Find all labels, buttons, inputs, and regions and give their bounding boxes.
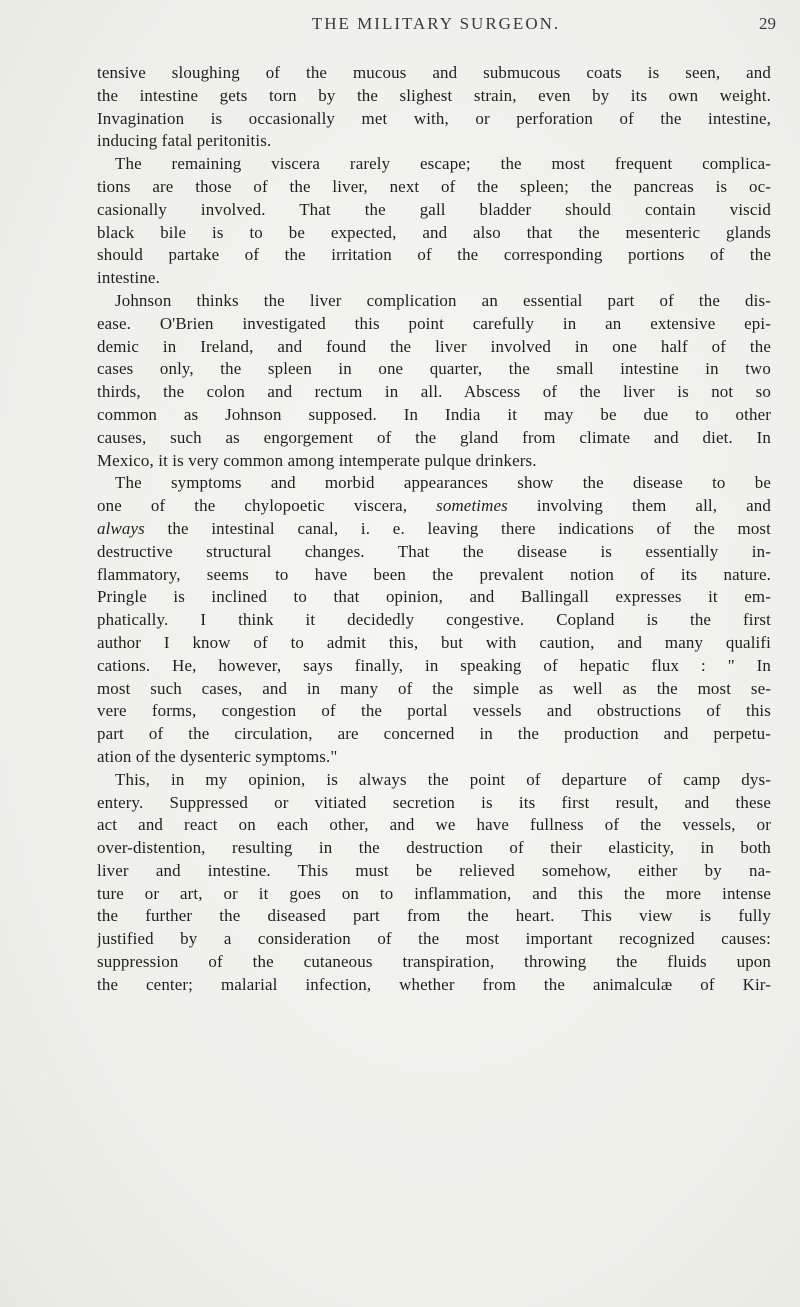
- text-line: [97, 518, 771, 541]
- text-line: suppression of the cutaneous transpiration, throwing the fluids upon: [97, 952, 771, 972]
- text-line: Pringle is inclined to that opinion, and Ballingall expresses it em-: [97, 587, 771, 607]
- text-line: common as Johnson supposed. In India it may be due to other: [97, 404, 771, 424]
- text-line: the intestine gets torn by the slighest strain, even by its own weight.: [97, 85, 771, 105]
- text-line: part of the circulation, are concerned in the production and perpetu-: [97, 724, 771, 744]
- text-line: most such cases, and in many of the simple as well as the most se-: [97, 678, 771, 698]
- text-line: tions are those of the liver, next of the spleen; the pancreas is oc-: [97, 176, 771, 196]
- text-line: causes, such as engorgement of the gland from climate and diet. In: [97, 427, 771, 447]
- text-fragment: involving them all, and: [507, 496, 771, 516]
- header-title: THE MILITARY SURGEON.: [311, 14, 561, 33]
- text-line: This, in my opinion, is always the point of departure of camp dys-: [115, 769, 771, 789]
- text-line: ease. O'Brien investigated this point carefully in an extensive epi-: [97, 313, 771, 333]
- text-line: liver and intestine. This must be relieved somehow, either by na-: [97, 860, 771, 880]
- text-line: destructive structural changes. That the disease is essentially in-: [97, 541, 771, 561]
- text-line: should partake of the irritation of the corresponding portions of the: [97, 245, 771, 265]
- text-line: the center; malarial infection, whether from the animalculæ of Kir-: [97, 974, 771, 994]
- text-line: justified by a consideration of the most important recognized causes:: [97, 929, 771, 949]
- paragraph: [97, 769, 771, 997]
- paragraph: [97, 290, 771, 472]
- text-line: thirds, the colon and rectum in all. Abscess of the liver is not so: [97, 382, 771, 402]
- text-fragment: the intestinal canal, i. e. leaving there indications of the most: [144, 518, 771, 538]
- text-line: Johnson thinks the liver complication an essential part of the dis-: [115, 290, 771, 310]
- text-line: black bile is to be expected, and also that the mesenteric glands: [97, 222, 771, 242]
- text-line: flammatory, seems to have been the prevalent notion of its nature.: [97, 564, 771, 584]
- text-line: over-distention, resulting in the destruction of their elasticity, in both: [97, 838, 771, 858]
- text-line: Mexico, it is very common among intemperate pulque drinkers.: [97, 450, 537, 470]
- emphasis-text: sometimes: [436, 496, 508, 516]
- text-line: The symptoms and morbid appearances show the disease to be: [115, 473, 771, 493]
- text-line: tensive sloughing of the mucous and submucous coats is seen, and: [97, 63, 771, 82]
- text-line: act and react on each other, and we have fullness of the vessels, or: [97, 815, 771, 835]
- text-line: The remaining viscera rarely escape; the most frequent complica-: [115, 154, 771, 174]
- text-line: vere forms, congestion of the portal vessels and obstructions of this: [97, 701, 771, 721]
- paragraph: [97, 472, 771, 768]
- paragraph: [97, 62, 771, 153]
- text-line: ation of the dysenteric symptoms.": [97, 746, 338, 766]
- text-line: ture or art, or it goes on to inflammation, and this the more intense: [97, 883, 771, 903]
- text-line: intestine.: [97, 268, 160, 288]
- text-line: the further the diseased part from the heart. This view is fully: [97, 906, 771, 926]
- running-head: [96, 14, 776, 44]
- paragraph: [97, 153, 771, 290]
- text-body: [97, 62, 771, 997]
- text-line: cations. He, however, says finally, in speaking of hepatic flux : " In: [97, 655, 771, 675]
- text-fragment: one of the chylopoetic viscera,: [97, 496, 437, 516]
- text-line: author I know of to admit this, but with caution, and many qualifi: [97, 632, 771, 652]
- text-line: entery. Suppressed or vitiated secretion is its first result, and these: [97, 792, 771, 812]
- text-line: inducing fatal peritonitis.: [97, 131, 272, 151]
- text-line: [97, 495, 771, 518]
- text-line: Invagination is occasionally met with, or perforation of the intestine,: [97, 108, 771, 128]
- text-line: cases only, the spleen in one quarter, the small intestine in two: [97, 359, 771, 379]
- emphasis-text: always: [97, 518, 145, 538]
- text-line: phatically. I think it decidedly congestive. Copland is the first: [97, 610, 771, 630]
- text-line: casionally involved. That the gall bladder should contain viscid: [97, 199, 771, 219]
- page-number: 29: [759, 14, 776, 33]
- text-line: demic in Ireland, and found the liver involved in one half of the: [97, 336, 771, 356]
